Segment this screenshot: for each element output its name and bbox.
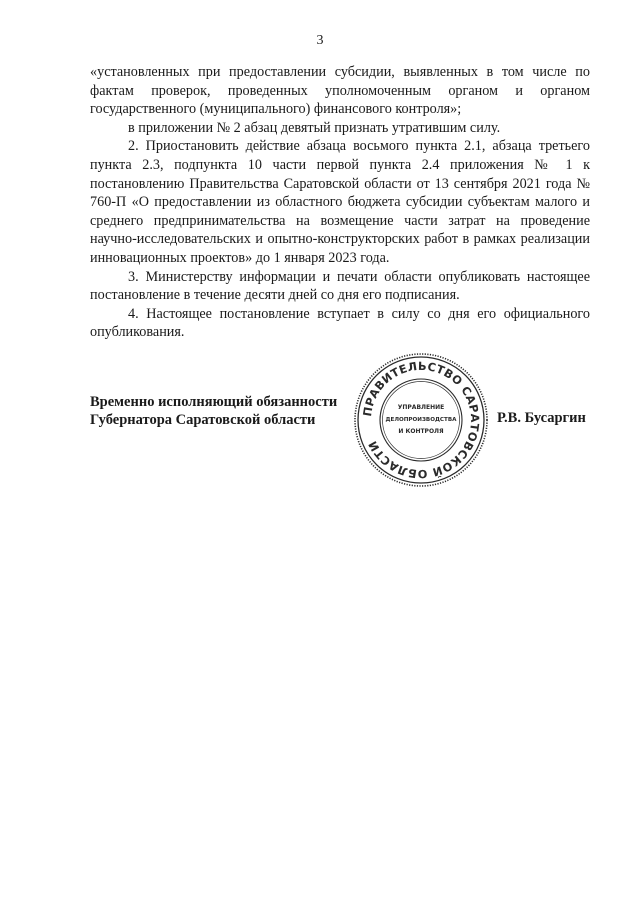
signatory-title-line-2: Губернатора Саратовской области <box>90 411 316 428</box>
paragraph-item-2: 2. Приостановить действие абзаца восьмого пункта 2.1, абзаца третьего пункта 2.3, подпункта 10 части первой пункта 2.4 приложения № 1 к постановлению Правительства Саратовской области от 13 сентября 2021 года № 760-П «О предоставлении из областного бюджета субсидии субъектам малого и среднего предпринимательства на возмещение части затрат на проведение научно-исследовательских и опытно-конструкторских работ в рамках реализации инновационных проектов» до 1 января 2023 года. <box>90 138 590 266</box>
page-number: 3 <box>316 33 324 48</box>
signatory-name: Р.В. Бусаргин <box>497 410 586 426</box>
seal-center-line-2: ДЕЛОПРОИЗВОДСТВА <box>385 417 457 423</box>
seal-center-line-3: И КОНТРОЛЯ <box>398 428 444 435</box>
paragraph-item-4: 4. Настоящее постановление вступает в силу со дня его официального опубликования. <box>90 305 590 341</box>
signatory-title-line-1: Временно исполняющий обязанности <box>90 394 338 410</box>
signatory-title <box>90 394 337 429</box>
seal-center-line-1: УПРАВЛЕНИЕ <box>397 404 445 411</box>
official-seal <box>353 352 489 488</box>
document-body <box>90 63 590 342</box>
paragraph-item-3: 3. Министерству информации и печати области опубликовать настоящее постановление в течение десяти дней со дня его подписания. <box>90 268 590 304</box>
paragraph-continuation: «установленных при предоставлении субсидии, выявленных в том числе по фактам проверок, проведенных уполномоченным органом и органом государственного (муниципального) финансового контроля»; <box>90 64 590 118</box>
paragraph-appendix-2: в приложении № 2 абзац девятый признать утратившим силу. <box>128 119 501 136</box>
seal-ring-text: ПРАВИТЕЛЬСТВО САРАТОВСКОЙ ОБЛАСТИ <box>360 359 482 481</box>
